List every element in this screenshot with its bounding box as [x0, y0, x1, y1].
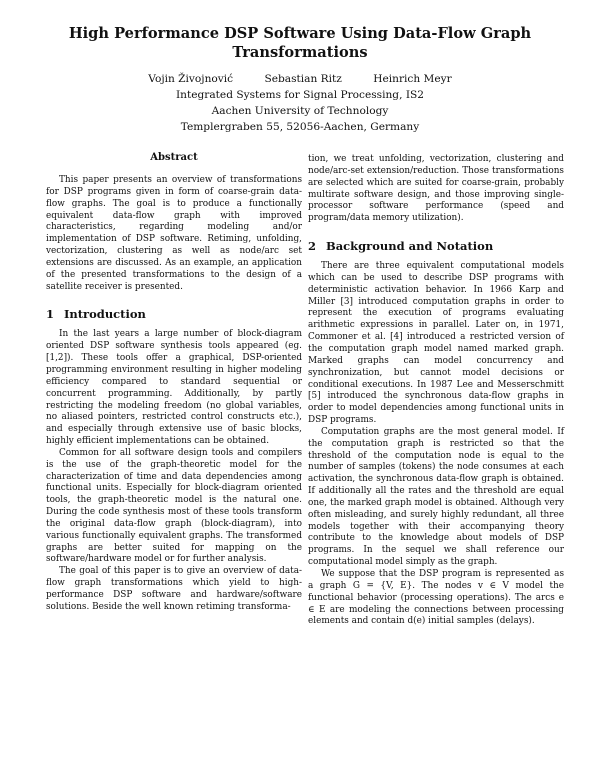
paper-title	[40, 24, 560, 62]
paragraph: We suppose that the DSP program is represented as a graph G = {V, E}. The nodes v ∈ V model the functional behavior (processing operations). The arcs e ∈ E are modeling the connections between processing elements and contain d(e) initial samples (delays).	[308, 569, 564, 627]
author-name: Heinrich Meyr	[373, 73, 452, 85]
author-names	[40, 71, 560, 87]
abstract-heading: Abstract	[150, 152, 198, 163]
section-title: Background and Notation	[326, 239, 494, 254]
paragraph: tion, we treat unfolding, vectorization, clustering and node/arc-set extension/reduction. Those transformations are selected which are suited for coarse-grain, probably multirate software design, and those improving single-processor software performance (speed and program/data memory utilization).	[308, 154, 564, 224]
affiliation-line: Integrated Systems for Signal Processing, IS2	[175, 89, 425, 101]
section-number: 1	[46, 307, 55, 322]
section-2-heading	[308, 239, 564, 253]
section-1-heading	[46, 307, 302, 321]
paragraph: Computation graphs are the most general model. If the computation graph is restricted so that the threshold of the computation node is equal to the number of samples (tokens) the node consumes at each activation, the synchronous data-flow graph is obtained. If additionally all the rates and the threshold are equal one, the marked graph model is obtained. Although very often misleading, and surely highly redundant, all three models together with their accompanying theory contribute to the knowledge about models of DSP programs. In the sequel we shall reference our computational model simply as the graph.	[308, 426, 564, 568]
affiliation-line: Templergraben 55, 52056-Aachen, Germany	[180, 121, 420, 133]
author-block	[40, 71, 560, 135]
title-line-2: Transformations	[232, 44, 368, 61]
left-column	[46, 152, 302, 614]
affiliation-line: Aachen University of Technology	[211, 105, 389, 117]
paragraph: The goal of this paper is to give an overview of data-flow graph transformations which yield to high-performance DSP software and hardware/software solutions. Beside the well known retiming transforma-	[46, 566, 302, 612]
author-name: Vojin Živojnović	[148, 73, 234, 85]
paragraph: In the last years a large number of block-diagram oriented DSP software synthesis tools appeared (eg. [1,2]). These tools offer a graphical, DSP-oriented programming environment resulting in higher modeling efficiency compared to standard sequential or concurrent programming. Additionally, by partly restricting the modeling freedom (no global variables, no aliased pointers, restricted control constructs etc.), and especially through extensive use of basic blocks, highly efficient implementations can be obtained.	[46, 329, 302, 447]
section-number: 2	[308, 239, 317, 254]
title-line-1: High Performance DSP Software Using Data-Flow Graph	[68, 25, 532, 42]
right-column	[308, 154, 564, 628]
abstract-text: This paper presents an overview of transformations for DSP programs given in form of coarse-grain data-flow graphs. The goal is to produce a functionally equivalent data-flow graph with improved characteristics, regarding modeling and/or implementation of DSP software. Retiming, unfolding, vectorization, clustering as well as node/arc set extensions are discussed. As an example, an application of the presented transformations to the design of a satellite receiver is presented.	[46, 175, 302, 292]
section-title: Introduction	[64, 307, 146, 322]
author-name: Sebastian Ritz	[264, 73, 342, 85]
paragraph: Common for all software design tools and compilers is the use of the graph-theoretic model for the characterization of time and data dependencies among functional units. Especially for block-diagram oriented tools, the graph-theoretic model is the natural one. During the code synthesis most of these tools transform the original data-flow graph (block-diagram), into various functionally equivalent graphs. The transformed graphs are better suited for mapping on the software/hardware model or for further analysis.	[46, 447, 302, 565]
paragraph: There are three equivalent computational models which can be used to describe DSP programs with deterministic activation behavior. In 1966 Karp and Miller [3] introduced computation graphs in order to represent the execution of programs evaluating arithmetic expressions in parallel. Later on, in 1971, Commoner et al. [4] introduced a restricted version of the computation graph model named marked graph. Marked graphs can model concurrency and synchronization, but cannot model decisions or conditional executions. In 1987 Lee and Messerschmitt [5] introduced the synchronous data-flow graphs in order to model dependencies among functional units in DSP programs.	[308, 261, 564, 426]
